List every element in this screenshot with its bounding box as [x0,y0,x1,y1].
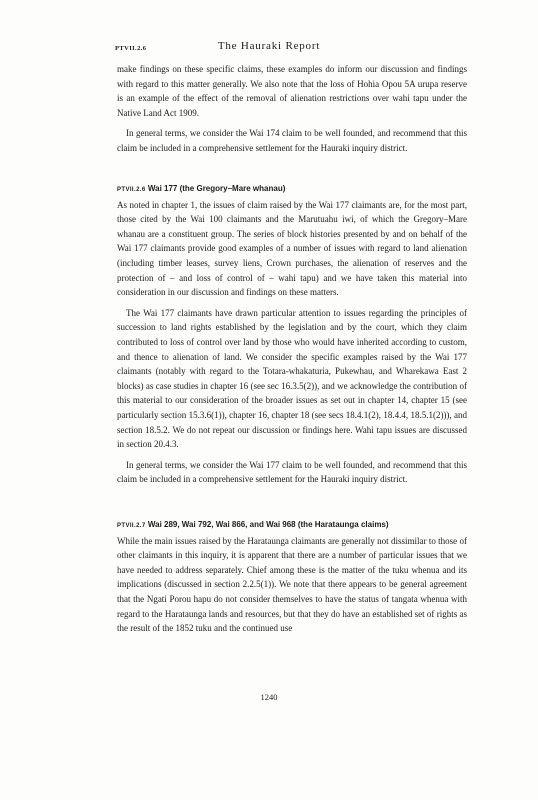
page-number: 1240 [260,692,278,702]
header-section-reference: PTVII.2.6 [115,45,147,52]
section-number: PTVII.2.6 [117,187,146,193]
paragraph: In general terms, we consider the Wai 177 claim to be well founded, and recommend that this claim be included in a comprehensive settlement for the Hauraki inquiry district. [117,459,467,485]
paragraph: The Wai 177 claimants have drawn particular attention to issues regarding the principles of succession to land rights established by the legislation and by the court, which they claim contributed to loss of control over land by those who would have inherited according to custom, and thence to alienation of land. We consider the specific examples raised by the Wai 177 claimants (notably with regard to the Totara-whakaturia, Pukewhau, and Wharekawa East 2 blocks) as case studies in chapter 16 (see sec 16.3.5(2)), and we acknowledge the contribution of this material to our consideration of the broader issues as set out in chapter 14, chapter 15 (see particularly section 15.3.6(1)), chapter 16, chapter 18 (see secs 18.4.1(2), 18.4.4, 18.5.1(2))), and section 18.5.2. We do not repeat our discussion or findings here. Wahi tapu issues are discussed in section 20.4.3. [117,307,467,450]
running-title: The Hauraki Report [217,40,321,52]
section-heading [117,182,467,198]
section-harataunga-claims [117,518,467,636]
section-heading [117,518,467,534]
section-title: Wai 289, Wai 792, Wai 866, and Wai 968 (the Harataunga claims) [147,520,389,529]
paragraph: While the main issues raised by the Harataunga claimants are generally not dissimilar to those of other claimants in this inquiry, it is apparent that there are a number of particular issues that we have needed to address separately. Chief among these is the matter of the tuku whenua and its implications (discussed in section 2.2.5(1)). We note that there appears to be general agreement that the Ngati Porou hapu do not consider themselves to have the status of tangata whenua with regard to the Harataunga lands and resources, but that they do have an established set of rights as the result of the 1852 tuku and the continued use [117,535,467,634]
section-wai-177 [117,182,467,487]
paragraph: As noted in chapter 1, the issues of claim raised by the Wai 177 claimants are, for the most part, those cited by the Wai 100 claimants and the Marutuahu iwi, of which the Gregory–Mare whanau are a constituent group. The series of block histories presented by and on behalf of the Wai 177 claimants provide good examples of a number of issues with regard to land alienation (including timber leases, survey liens, Crown purchases, the alienation of reserves and the protection of – and loss of control of – wahi tapu) and we have taken this material into consideration in our discussion and findings on these matters. [117,199,467,298]
section-title: Wai 177 (the Gregory–Mare whanau) [147,184,286,193]
section-number: PTVII.2.7 [117,523,146,529]
intro-block [117,62,467,156]
paragraph: make findings on these specific claims, these examples do inform our discussion and findings with regard to this matter generally. We also note that the loss of Hohia Opou 5A urupa reserve is an example of the effect of the removal of alienation restrictions over wahi tapu under the Native Land Act 1909. [117,64,467,118]
paragraph: In general terms, we consider the Wai 174 claim to be well founded, and recommend that this claim be included in a comprehensive settlement for the Hauraki inquiry district. [117,128,467,153]
